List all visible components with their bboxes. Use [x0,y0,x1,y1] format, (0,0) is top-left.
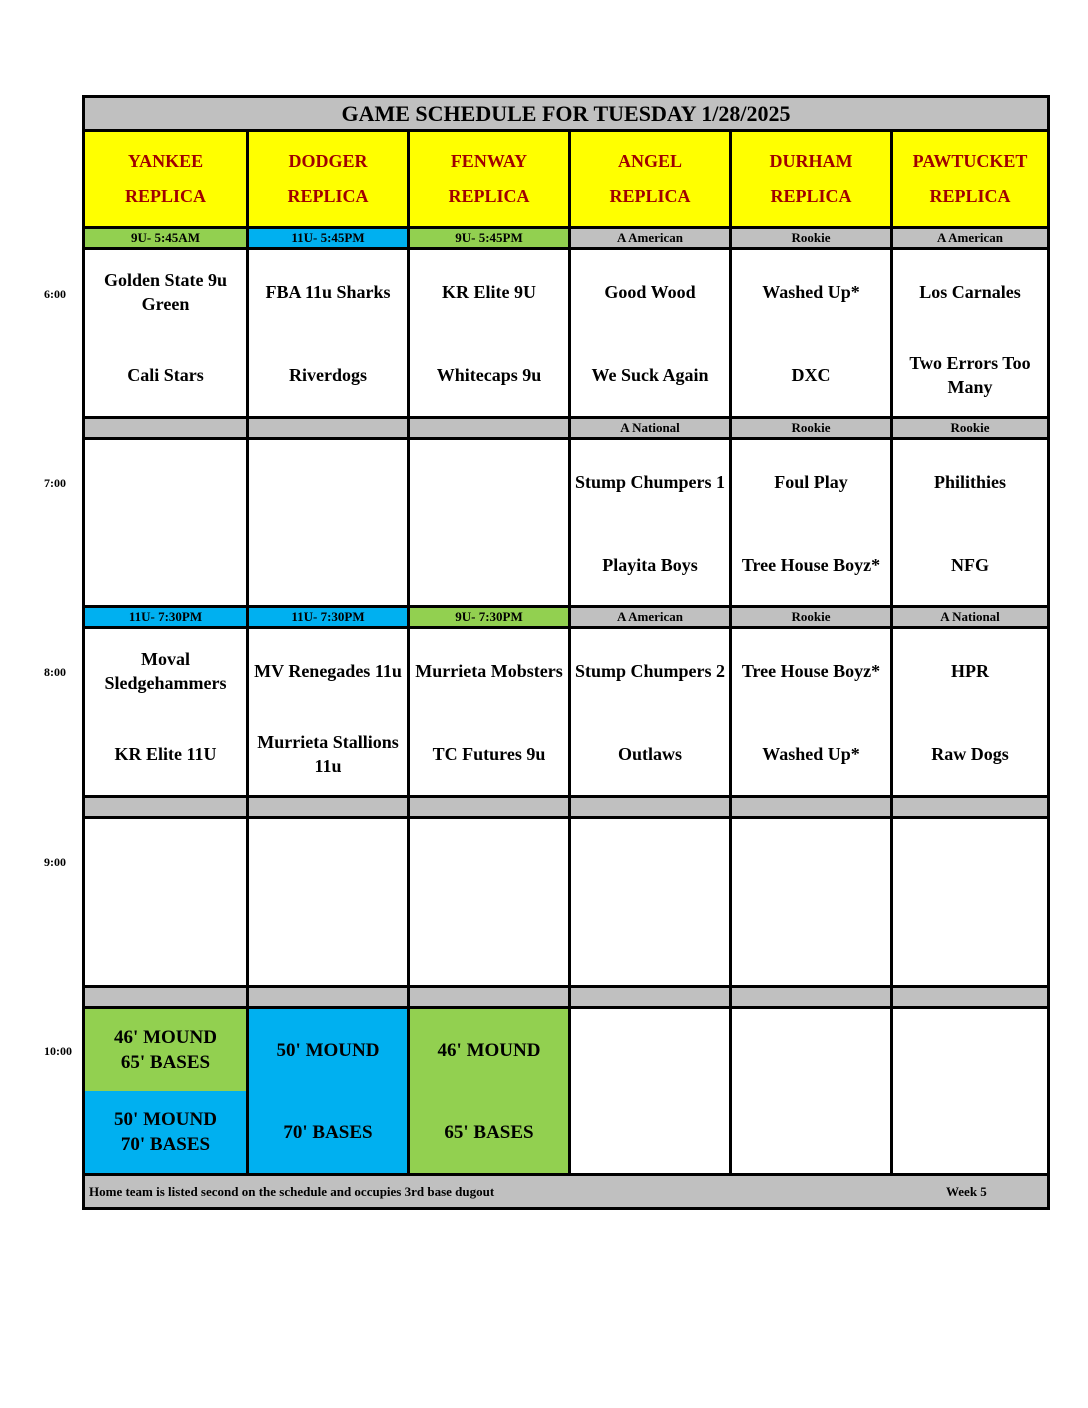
division-label [85,795,246,819]
time-label: 7:00 [44,476,66,490]
away-team [571,819,729,903]
field-header-fenway [407,132,568,226]
game-cell [407,819,568,985]
home-team: Raw Dogs [931,744,1009,764]
field-subtitle: REPLICA [124,186,206,207]
division-label [890,985,1047,1009]
field-header-yankee [85,132,246,226]
home-team [85,524,246,606]
away-team: Tree House Boyz* [741,661,881,681]
home-team: TC Futures 9u [432,744,546,764]
away-team: Stump Chumpers 1 [574,472,726,492]
game-cell [568,440,729,606]
field-name: YANKEE [127,150,204,171]
home-team: Outlaws [617,744,682,764]
home-team: KR Elite 11U [114,744,217,764]
away-team [732,819,890,903]
mound-bases-cell-fenway [407,1009,568,1173]
away-team: Philithies [933,472,1006,492]
away-team: FBA 11u Sharks [265,282,391,302]
mound-spec-bottom: 70' BASES [249,1091,407,1173]
division-label: 11U- 5:45PM [246,226,407,250]
home-team: NFG [951,555,989,575]
home-team [85,903,246,985]
away-team: Foul Play [774,472,848,492]
game-cell [246,629,407,795]
empty-cell [568,1009,729,1173]
away-team [85,440,246,524]
empty-cell [729,1009,890,1173]
mound-spec-bottom: 50' MOUND 70' BASES [85,1091,246,1173]
division-label: Rookie [890,416,1047,440]
away-team [249,440,407,524]
away-team [85,819,246,903]
home-team: Tree House Boyz* [741,555,881,575]
home-team: Murrieta Stallions 11u [257,732,399,776]
game-cell [407,250,568,416]
field-name: ANGEL [617,150,682,171]
game-cell [890,440,1047,606]
home-team: Washed Up* [762,744,860,764]
division-label: A American [890,226,1047,250]
division-label [890,795,1047,819]
home-team: We Suck Again [591,365,709,385]
time-label: 9:00 [44,855,66,869]
home-team [410,524,568,606]
home-team: Two Errors Too Many [909,353,1031,397]
division-label: 11U- 7:30PM [85,605,246,629]
field-subtitle: REPLICA [448,186,530,207]
field-header-durham [729,132,890,226]
game-cell [568,819,729,985]
field-subtitle: REPLICA [929,186,1011,207]
schedule-footer [85,1173,1047,1207]
footer-note: Home team is listed second on the schedule and occupies 3rd base dugout [89,1183,495,1199]
away-team: Washed Up* [762,282,860,302]
home-team [249,524,407,606]
division-label [85,416,246,440]
away-team: HPR [951,661,989,681]
home-team [732,903,890,985]
home-team: Whitecaps 9u [436,365,542,385]
division-label: A American [568,226,729,250]
game-cell [85,440,246,606]
home-team: Cali Stars [127,365,204,385]
away-team: Murrieta Mobsters [415,661,563,681]
game-cell [729,250,890,416]
mound-spec-bottom: 65' BASES [410,1091,568,1173]
away-team: Golden State 9u Green [103,270,227,314]
division-label [246,416,407,440]
away-team: Good Wood [604,282,696,302]
game-cell [246,819,407,985]
field-name: DODGER [288,150,368,171]
away-team: MV Renegades 11u [254,661,402,681]
schedule-title: GAME SCHEDULE FOR TUESDAY 1/28/2025 [85,98,1047,132]
game-cell [85,250,246,416]
division-label [407,795,568,819]
away-team: KR Elite 9U [442,282,536,302]
home-team: DXC [791,365,831,385]
game-cell [568,629,729,795]
field-header-dodger [246,132,407,226]
mound-spec-top: 50' MOUND [249,1009,407,1091]
home-team: Playita Boys [602,555,698,575]
empty-cell [890,1009,1047,1173]
division-label [568,795,729,819]
away-team [893,819,1047,903]
game-cell [890,629,1047,795]
division-label: A National [568,416,729,440]
division-label: Rookie [729,605,890,629]
game-cell [407,440,568,606]
mound-bases-cell-dodger [246,1009,407,1173]
mound-spec-top: 46' MOUND [410,1009,568,1091]
division-label: 11U- 7:30PM [246,605,407,629]
home-team: Riverdogs [289,365,367,385]
home-team [571,903,729,985]
division-label [407,416,568,440]
field-name: PAWTUCKET [912,150,1028,171]
division-label: A National [890,605,1047,629]
home-team [893,903,1047,985]
away-team [410,440,568,524]
game-cell [729,629,890,795]
division-label: A American [568,605,729,629]
game-cell [890,250,1047,416]
division-label [729,795,890,819]
away-team [249,819,407,903]
game-cell [729,819,890,985]
division-label: Rookie [729,416,890,440]
time-label: 6:00 [44,287,66,301]
division-label [407,985,568,1009]
time-label: 10:00 [44,1044,72,1058]
game-cell [85,819,246,985]
footer-week: Week 5 [946,1183,987,1199]
home-team [410,903,568,985]
away-team [410,819,568,903]
division-label [568,985,729,1009]
game-cell [890,819,1047,985]
game-cell [85,629,246,795]
field-subtitle: REPLICA [609,186,691,207]
game-cell [246,250,407,416]
division-label [729,985,890,1009]
away-team: Stump Chumpers 2 [574,661,726,681]
game-cell [246,440,407,606]
schedule-table [82,95,1050,1210]
field-subtitle: REPLICA [770,186,852,207]
field-header-pawtucket [890,132,1047,226]
game-cell [568,250,729,416]
away-team: Moval Sledgehammers [104,649,227,693]
field-name: DURHAM [769,150,853,171]
away-team: Los Carnales [919,282,1021,302]
mound-spec-top: 46' MOUND 65' BASES [85,1009,246,1091]
division-label [246,985,407,1009]
division-label: Rookie [729,226,890,250]
mound-bases-cell-yankee [85,1009,246,1173]
game-cell [407,629,568,795]
division-label: 9U- 5:45PM [407,226,568,250]
field-name: FENWAY [450,150,528,171]
field-header-angel [568,132,729,226]
division-label: 9U- 7:30PM [407,605,568,629]
game-cell [729,440,890,606]
division-label [85,985,246,1009]
division-label: 9U- 5:45AM [85,226,246,250]
division-label [246,795,407,819]
field-subtitle: REPLICA [287,186,369,207]
time-label: 8:00 [44,665,66,679]
home-team [249,903,407,985]
